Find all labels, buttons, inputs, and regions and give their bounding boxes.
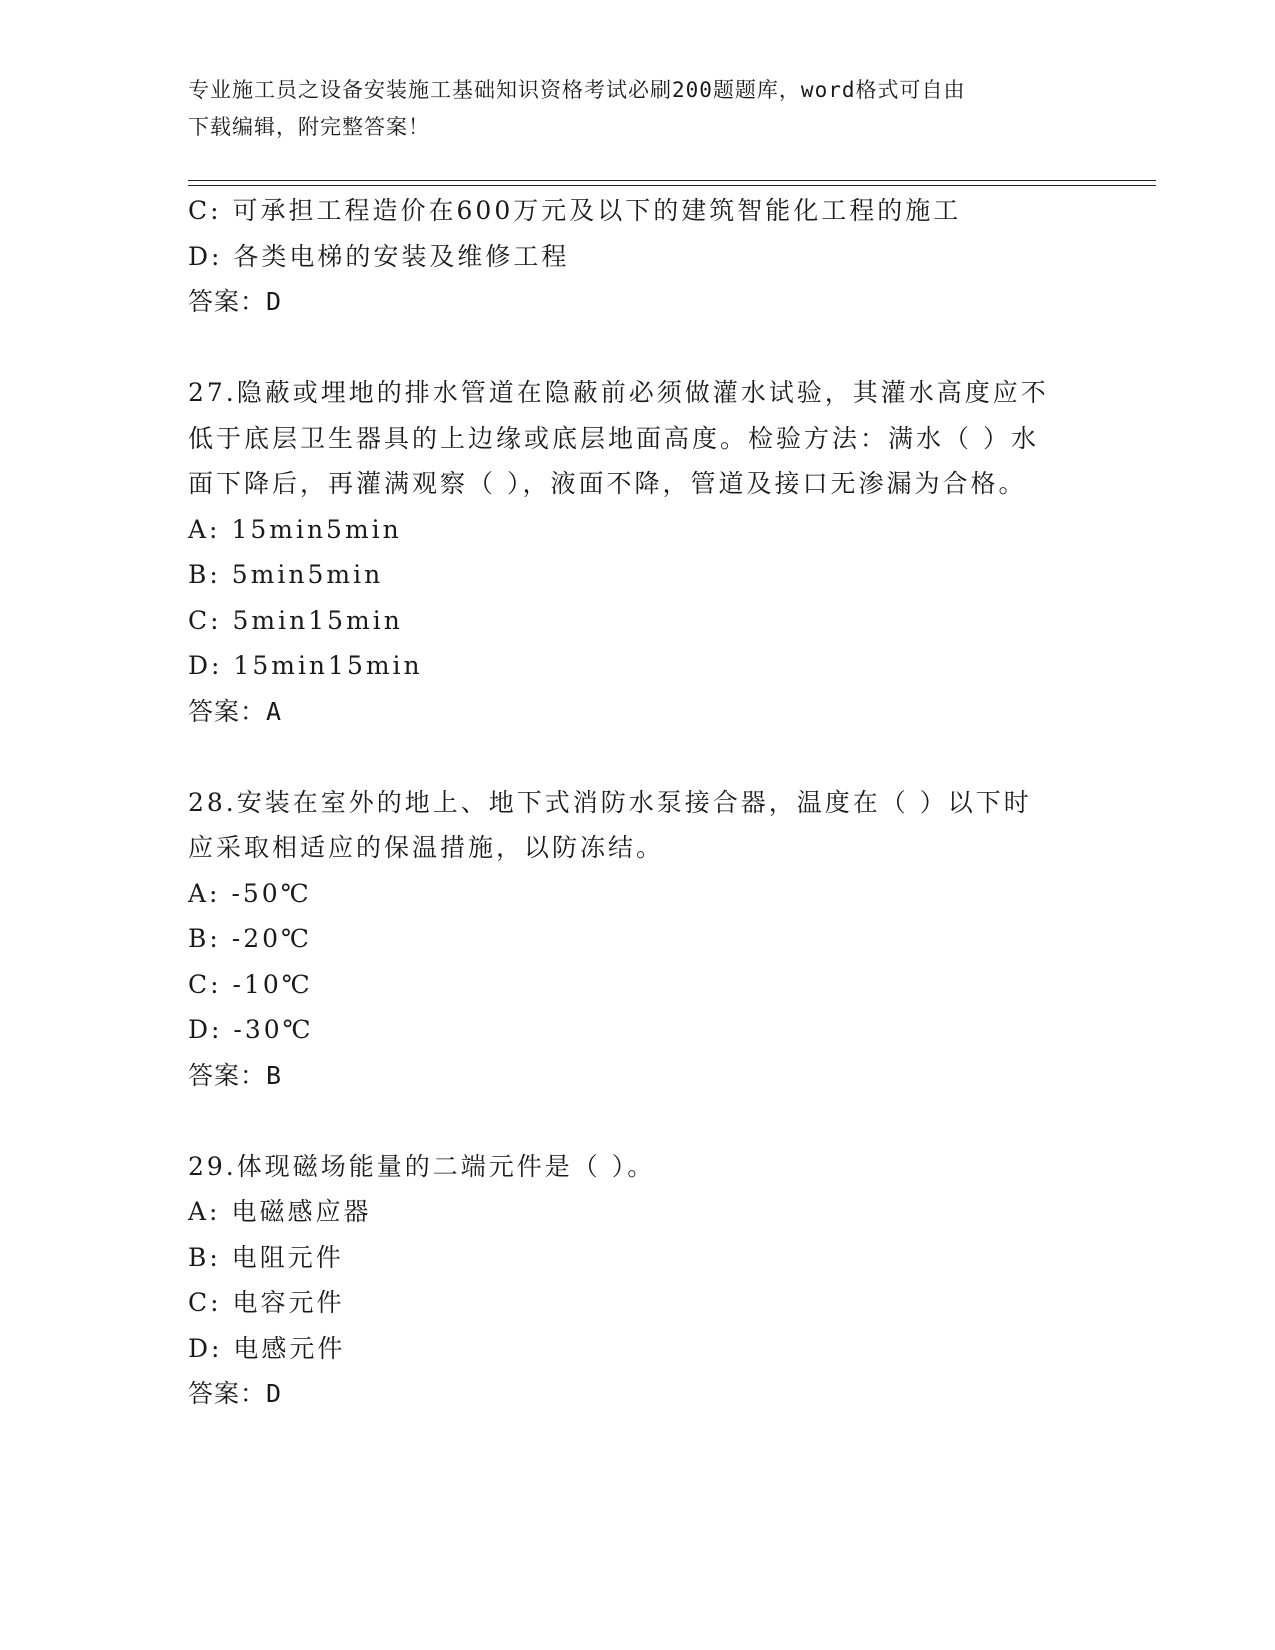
question-stem-line: 29.体现磁场能量的二端元件是（ ）。 — [188, 1151, 656, 1181]
option-text: -10℃ — [232, 969, 313, 999]
option-text: -30℃ — [233, 1015, 314, 1044]
document-header — [188, 72, 1088, 146]
question-stem-line: 28.安装在室外的地上、地下式消防水泵接合器，温度在（ ）以下时 — [188, 787, 1032, 817]
option-text: 各类电梯的安装及维修工程 — [233, 241, 570, 271]
option-text: 电阻元件 — [231, 1242, 344, 1272]
option-c — [188, 1280, 1088, 1326]
question-29 — [188, 1144, 1088, 1417]
spacer — [188, 1098, 1088, 1144]
option-d — [188, 234, 1088, 280]
question-27 — [188, 370, 1088, 734]
answer: 答案：D — [188, 1379, 283, 1408]
option-label: B: — [188, 1242, 221, 1272]
option-text: -50℃ — [231, 878, 312, 908]
option-label: C: — [188, 969, 222, 999]
option-a — [188, 1189, 1088, 1235]
option-b — [188, 552, 1088, 598]
spacer — [188, 734, 1088, 780]
option-d — [188, 1326, 1088, 1372]
option-d — [188, 1007, 1088, 1053]
option-label: A: — [188, 1197, 221, 1226]
option-text: 15min5min — [231, 514, 402, 544]
option-text: 5min15min — [232, 605, 403, 635]
question-26-tail — [188, 188, 1088, 325]
answer: 答案：A — [188, 696, 283, 726]
question-stem-line: 27.隐蔽或埋地的排水管道在隐蔽前必须做灌水试验，其灌水高度应不 — [188, 378, 1049, 407]
option-label: A: — [188, 878, 221, 908]
answer: 答案：D — [188, 287, 283, 316]
option-text: 可承担工程造价在600万元及以下的建筑智能化工程的施工 — [232, 196, 962, 225]
question-stem-line: 应采取相适应的保温措施，以防冻结。 — [188, 833, 665, 862]
option-label: A: — [188, 514, 221, 544]
option-label: D: — [188, 1333, 223, 1363]
spacer — [188, 325, 1088, 371]
option-text: 电容元件 — [232, 1288, 345, 1317]
question-stem-line: 低于底层卫生器具的上边缘或底层地面高度。检验方法：满水（ ）水 — [188, 423, 1039, 453]
option-b — [188, 916, 1088, 962]
option-label: D: — [188, 1015, 223, 1044]
option-c — [188, 962, 1088, 1008]
option-label: C: — [188, 1288, 222, 1317]
option-label: B: — [188, 560, 221, 589]
header-divider-bottom — [188, 185, 1156, 186]
option-c — [188, 188, 1088, 234]
question-content — [188, 188, 1088, 1417]
option-text: 15min15min — [233, 651, 423, 680]
option-text: 电磁感应器 — [231, 1197, 372, 1226]
option-a — [188, 871, 1088, 917]
option-label: C: — [188, 605, 222, 635]
option-text: -20℃ — [231, 924, 312, 953]
option-b — [188, 1235, 1088, 1281]
question-28 — [188, 780, 1088, 1099]
question-stem-line: 面下降后，再灌满观察（ ），液面不降，管道及接口无渗漏为合格。 — [188, 469, 1027, 498]
option-text: 5min5min — [231, 560, 384, 589]
header-line-2: 下载编辑，附完整答案！ — [188, 115, 430, 139]
option-label: B: — [188, 924, 221, 953]
answer: 答案：B — [188, 1060, 283, 1090]
option-label: C: — [188, 196, 222, 225]
option-c — [188, 598, 1088, 644]
option-label: D: — [188, 241, 223, 271]
option-label: D: — [188, 651, 223, 680]
option-a — [188, 507, 1088, 553]
header-divider-top — [188, 180, 1156, 181]
option-text: 电感元件 — [233, 1333, 346, 1363]
header-line-1: 专业施工员之设备安装施工基础知识资格考试必刷200题题库，word格式可自由 — [188, 78, 966, 102]
option-d — [188, 643, 1088, 689]
